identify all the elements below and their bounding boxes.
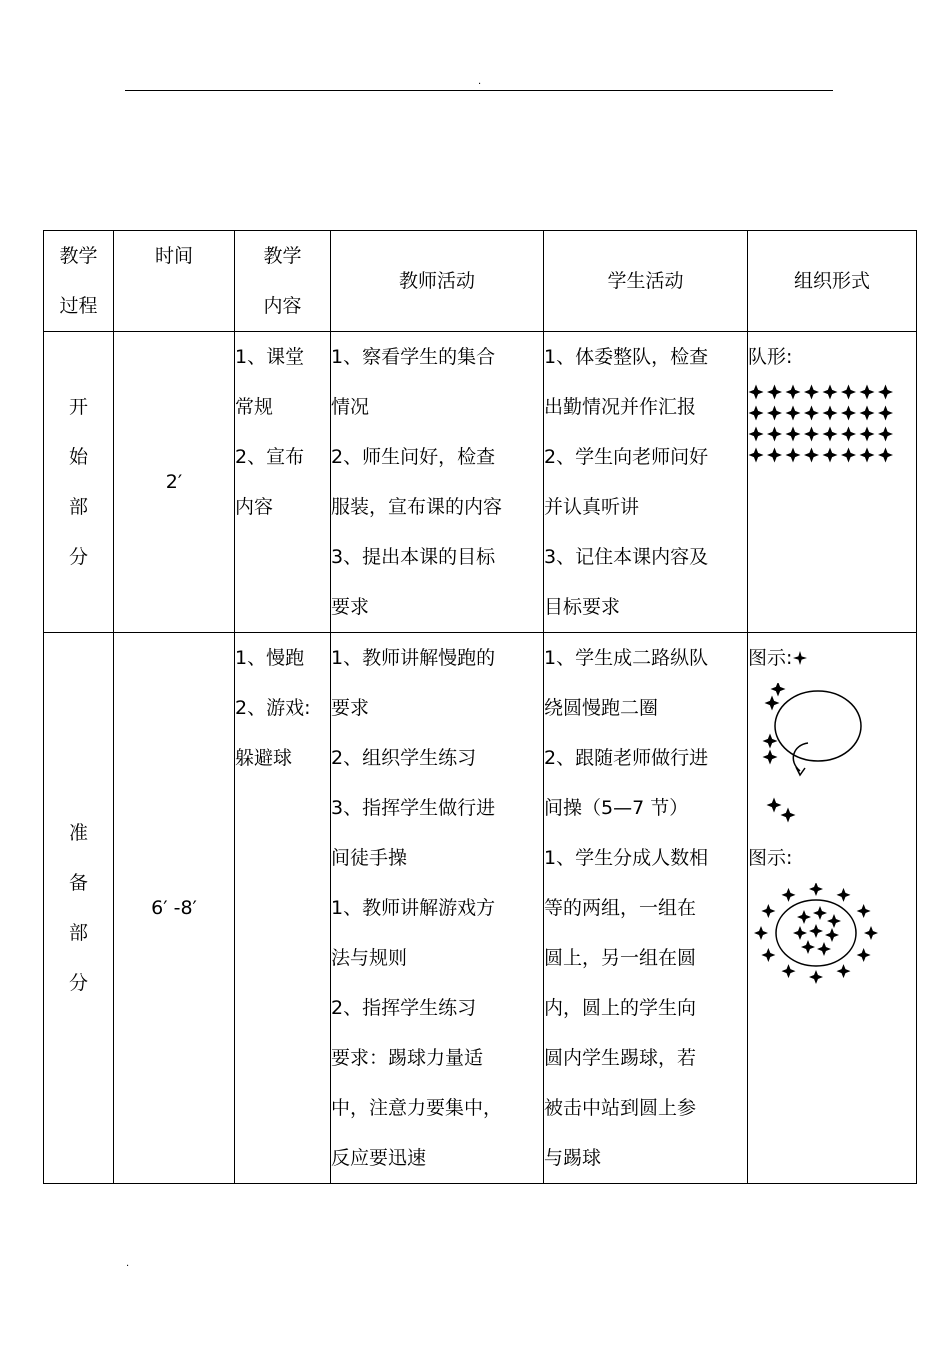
organization-cell [748,633,917,1184]
dodgeball-circle-diagram [748,883,898,993]
student-star-icon [749,427,764,442]
student-star-icon [841,427,856,442]
content-cell: 1、慢跑 2、游戏: 躲避球 [235,633,331,1184]
diagram-label-jog: 图示: [748,633,916,683]
lesson-plan-table [43,230,917,1184]
student-star-icon [864,926,878,940]
student-star-icon [860,427,875,442]
student-star-icon [809,970,823,984]
student-star-icon [857,904,871,918]
header-organization: 组织形式 [748,231,917,332]
student-star-icon [786,406,801,421]
process-cell: 准 备 部 分 [44,633,114,1184]
student-star-icon [837,888,851,902]
header-rule [125,90,833,91]
student-star-icon [782,888,796,902]
formation-label: 队形: [748,346,793,368]
student-star-icon [765,696,780,711]
student-star-icon [841,406,856,421]
student-star-icon [786,448,801,463]
student-star-icon [860,406,875,421]
student-star-icon [823,385,838,400]
student-star-icon [857,948,871,962]
header-teacher: 教师活动 [331,231,544,332]
student-star-icon [823,406,838,421]
student-star-icon [860,448,875,463]
student-star-icon [781,808,796,823]
footer-mark: . [126,1258,130,1269]
student-star-icon [878,385,893,400]
content-cell: 1、课堂 常规 2、宣布 内容 [235,332,331,633]
header-row [44,231,917,332]
time-cell: 2′ [114,332,235,633]
student-activity-cell: 1、学生成二路纵队 绕圆慢跑二圈 2、跟随老师做行进 间操（5—7 节） 1、学生分成人数相 等的两组，一组在 圆上，另一组在圆 内，圆上的学生向 圆内学生踢球，若 被击中站到圆上参 与踢球 [544,633,748,1184]
jog-circle [775,691,861,761]
header-student: 学生活动 [544,231,748,332]
student-star-icon [817,942,831,956]
student-star-icon [782,964,796,978]
student-star-icon [823,427,838,442]
student-star-icon [827,914,841,928]
student-star-icon [804,427,819,442]
student-activity-cell: 1、体委整队，检查 出勤情况并作汇报 2、学生向老师问好 并认真听讲 3、记住本课内容及 目标要求 [544,332,748,633]
student-star-icon [809,883,823,896]
jogging-circle-diagram [748,683,898,833]
header-time: 时间 [114,231,235,332]
student-star-icon [763,734,778,749]
student-star-icon [797,910,811,924]
process-cell: 开 始 部 分 [44,332,114,633]
student-star-icon [809,924,823,938]
student-star-icon [823,448,838,463]
student-star-icon [825,928,839,942]
jog-path-arrow [793,743,808,771]
student-star-icon [804,448,819,463]
student-star-icon [761,948,775,962]
student-star-icon [767,427,782,442]
student-star-icon [837,964,851,978]
student-star-icon [749,406,764,421]
student-star-icon [767,406,782,421]
teacher-activity-cell: 1、察看学生的集合 情况 2、师生问好，检查 服装，宣布课的内容 3、提出本课的目标 要求 [331,332,544,633]
student-star-icon [813,906,827,920]
student-star-icon [793,926,807,940]
student-star-icon [804,406,819,421]
diagram-label-game: 图示: [748,847,793,869]
student-star-icon [878,406,893,421]
table-row [44,633,917,1184]
student-star-icon [841,448,856,463]
student-star-icon [786,385,801,400]
teacher-activity-cell: 1、教师讲解慢跑的 要求 2、组织学生练习 3、指挥学生做行进 间徒手操 1、教师讲解游戏方 法与规则 2、指挥学生练习 要求：踢球力量适 中，注意力要集中， 反应要迅速 [331,633,544,1184]
student-star-icon [771,683,786,697]
star-icon [792,650,808,666]
student-star-icon [749,385,764,400]
student-star-icon [749,448,764,463]
student-star-icon [767,798,782,813]
student-star-icon [786,427,801,442]
student-star-icon [754,926,768,940]
time-cell: 6′ -8′ [114,633,235,1184]
header-mark: . [478,76,482,87]
student-star-icon [878,448,893,463]
student-star-icon [761,904,775,918]
student-star-icon [841,385,856,400]
student-star-icon [804,385,819,400]
student-star-icon [860,385,875,400]
student-star-icon [767,448,782,463]
student-star-icon [767,385,782,400]
header-process: 教学 过程 [44,231,114,332]
table-row [44,332,917,633]
student-star-icon [878,427,893,442]
organization-cell [748,332,917,633]
formation-diagram [748,382,898,472]
arrow-head [796,767,805,775]
student-star-icon [763,750,778,765]
student-star-icon [801,940,815,954]
header-content: 教学 内容 [235,231,331,332]
